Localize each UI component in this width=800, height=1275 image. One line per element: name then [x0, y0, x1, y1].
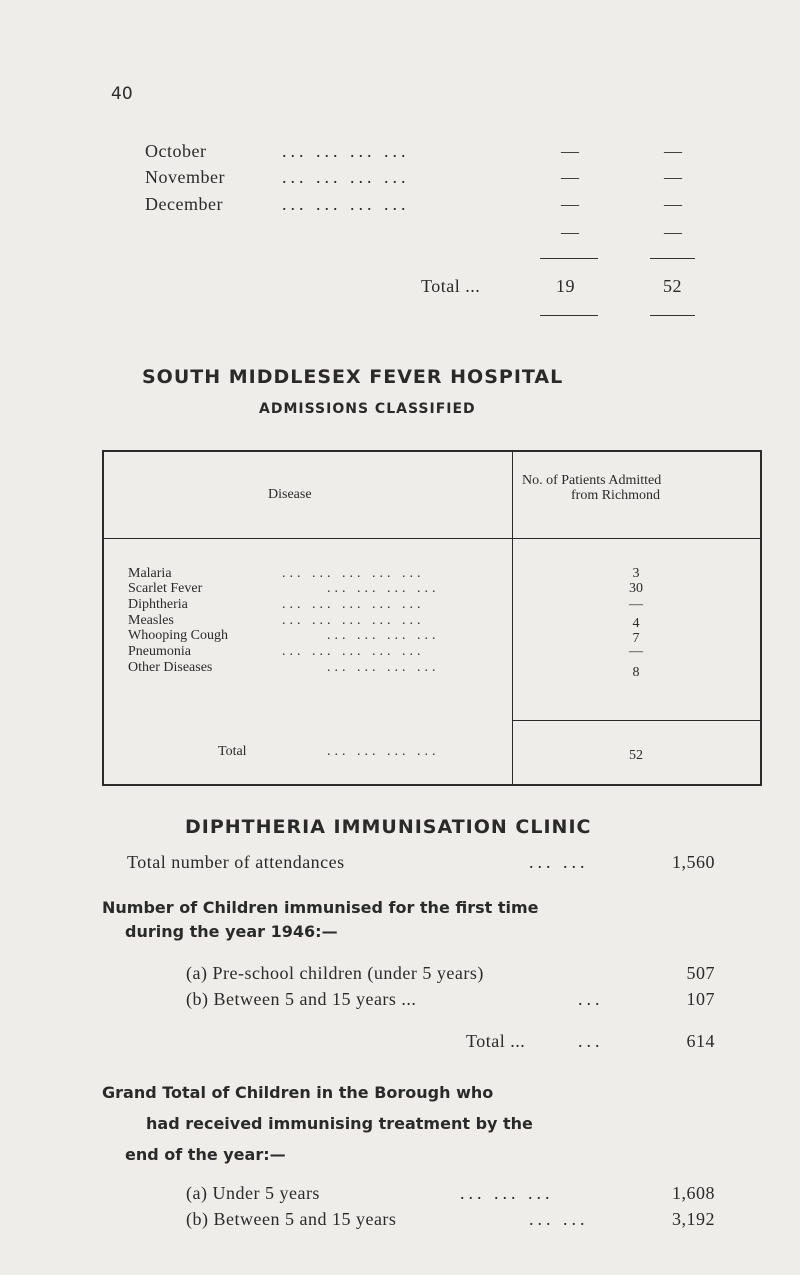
column-header-disease: Disease — [268, 487, 312, 502]
leader-dots: ... ... ... ... ... — [282, 644, 425, 659]
month-label: October — [145, 141, 207, 161]
table-row-label: Measles — [128, 613, 174, 628]
list-item-label: (a) Under 5 years — [186, 1183, 320, 1203]
page-number: 40 — [111, 84, 133, 104]
first-total-label: Total ... — [466, 1031, 526, 1051]
monthly-total-value: 52 — [663, 276, 682, 296]
month-value: — — [561, 222, 580, 242]
month-label: November — [145, 167, 225, 187]
table-row-value: 3 — [632, 566, 640, 581]
table-row-value: 8 — [632, 665, 640, 680]
list-item-label: (a) Pre-school children (under 5 years) — [186, 963, 484, 983]
month-value: — — [664, 167, 683, 187]
grand-total-heading: Grand Total of Children in the Borough who — [102, 1083, 494, 1102]
leader-dots: ... — [578, 989, 604, 1009]
grand-total-heading: end of the year:— — [125, 1145, 286, 1164]
divider — [650, 315, 695, 316]
month-row — [145, 194, 223, 215]
table-total-value: 52 — [629, 748, 643, 763]
month-row — [145, 141, 206, 162]
total-rule — [512, 720, 760, 721]
table-row-value: — — [629, 597, 643, 612]
leader-dots: ... — [578, 1031, 604, 1051]
divider — [540, 258, 598, 259]
hospital-title: SOUTH MIDDLESEX FEVER HOSPITAL — [142, 366, 564, 388]
divider — [650, 258, 695, 259]
month-value: — — [664, 141, 683, 161]
monthly-total-value: 19 — [556, 276, 575, 296]
leader-dots: ... ... ... ... — [282, 141, 410, 161]
table-row-label: Other Diseases — [128, 660, 213, 675]
table-row-value: — — [629, 644, 643, 659]
attendances-value: 1,560 — [672, 852, 715, 872]
table-row-value: 4 — [632, 616, 640, 631]
list-item-label: (b) Between 5 and 15 years — [186, 1209, 397, 1229]
header-rule — [104, 538, 760, 539]
month-row — [145, 167, 225, 188]
list-item-value: 1,608 — [672, 1183, 715, 1203]
leader-dots: ... ... — [529, 852, 589, 872]
list-item-value: 507 — [686, 963, 715, 983]
month-value: — — [664, 222, 683, 242]
table-row-label: Diphtheria — [128, 597, 188, 612]
table-row-label: Malaria — [128, 566, 172, 581]
first-time-heading: during the year 1946:— — [125, 922, 338, 941]
leader-dots: ... ... ... ... — [327, 628, 440, 643]
leader-dots: ... ... ... ... — [282, 194, 410, 214]
list-item-value: 3,192 — [672, 1209, 715, 1229]
month-label: December — [145, 194, 223, 214]
leader-dots: ... ... ... ... — [282, 167, 410, 187]
table-row-value: 7 — [632, 631, 640, 646]
admissions-table — [102, 450, 762, 786]
list-item-value: 107 — [686, 989, 715, 1009]
column-header-patients: from Richmond — [571, 488, 661, 503]
leader-dots: ... ... ... ... ... — [282, 566, 425, 581]
list-item-label: (b) Between 5 and 15 years ... — [186, 989, 417, 1009]
first-total-value: 614 — [686, 1031, 715, 1051]
table-row-label: Whooping Cough — [128, 628, 228, 643]
month-value: — — [664, 194, 683, 214]
monthly-total-label: Total ... — [421, 276, 481, 296]
month-value: — — [561, 194, 580, 214]
first-time-heading: Number of Children immunised for the first time — [102, 898, 539, 917]
attendances-label: Total number of attendances — [127, 852, 345, 872]
divider — [540, 315, 598, 316]
table-row-label: Pneumonia — [128, 644, 191, 659]
leader-dots: ... ... ... ... ... — [282, 597, 425, 612]
grand-total-heading: had received immunising treatment by the — [146, 1114, 533, 1133]
month-value: — — [561, 167, 580, 187]
clinic-title: DIPHTHERIA IMMUNISATION CLINIC — [185, 816, 592, 838]
leader-dots: ... ... ... ... — [327, 660, 440, 675]
table-total-label: Total — [218, 744, 247, 759]
column-header-patients: No. of Patients Admitted — [522, 473, 662, 488]
leader-dots: ... ... ... ... — [327, 744, 440, 759]
month-value: — — [561, 141, 580, 161]
leader-dots: ... ... ... ... — [327, 581, 440, 596]
leader-dots: ... ... — [529, 1209, 589, 1229]
leader-dots: ... ... ... — [460, 1183, 554, 1203]
table-row-value: 30 — [629, 581, 643, 596]
hospital-subtitle: ADMISSIONS CLASSIFIED — [259, 401, 476, 417]
column-divider — [512, 452, 513, 784]
table-row-label: Scarlet Fever — [128, 581, 203, 596]
leader-dots: ... ... ... ... ... — [282, 613, 425, 628]
